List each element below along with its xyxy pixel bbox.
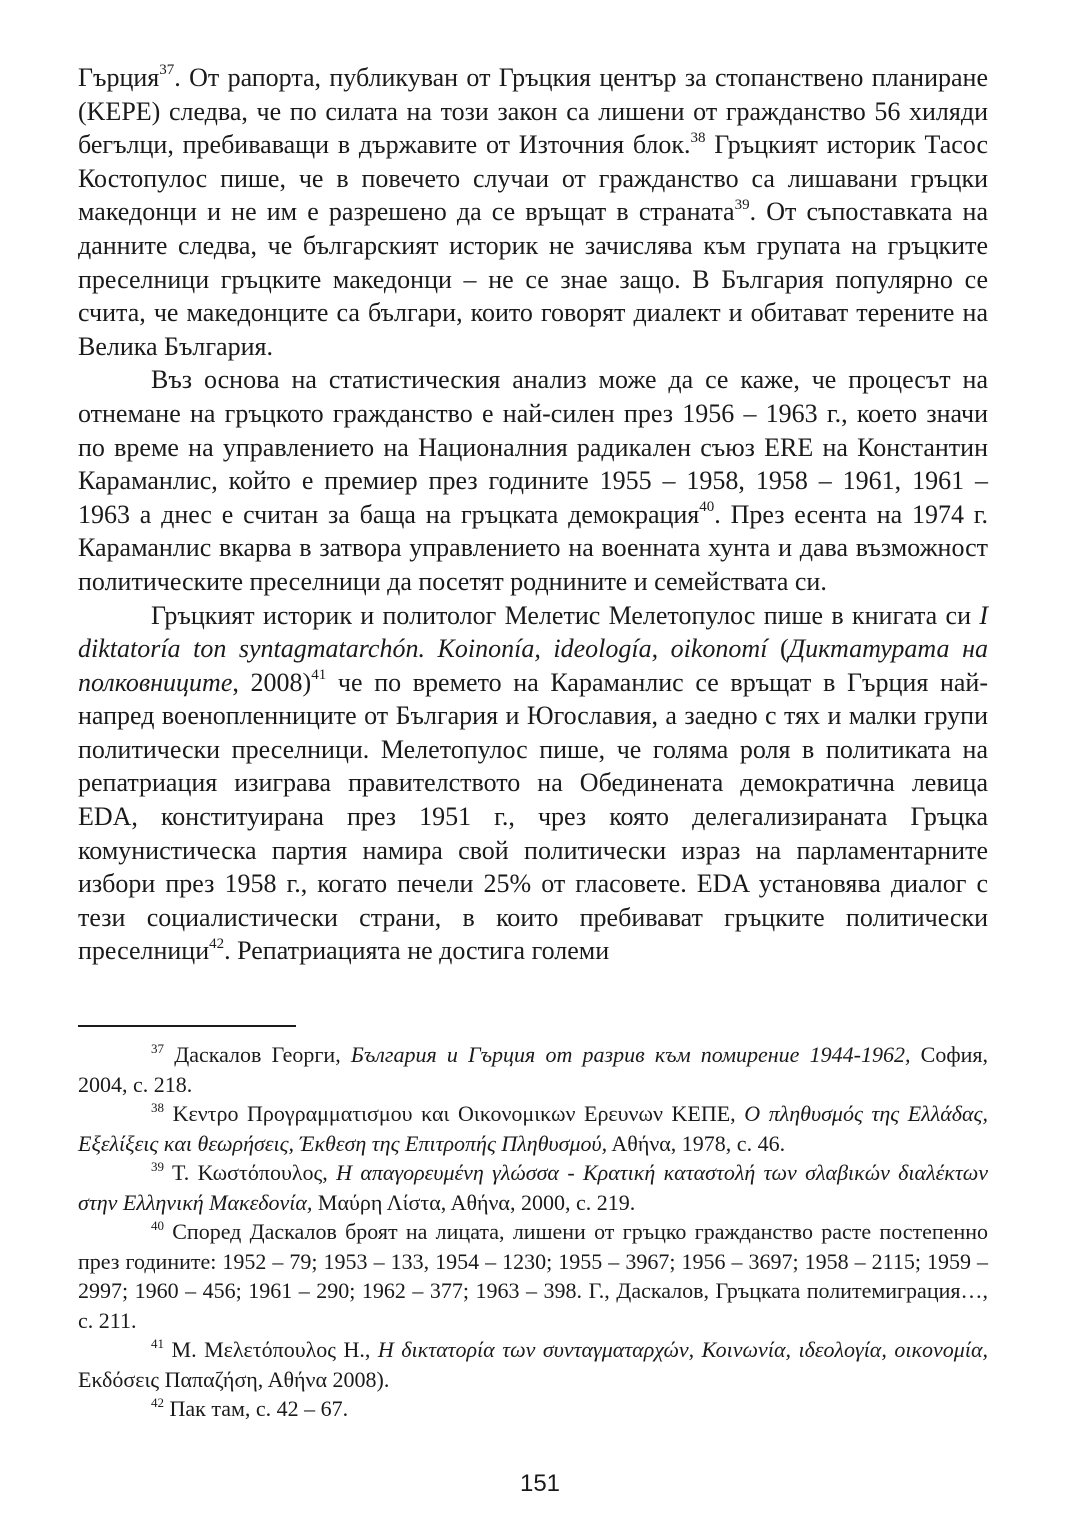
paragraph-3: Гръцкият историк и политолог Мелетис Мелетопулос пише в книгата си I diktatoría ton syntagmatarchón. Koinonía, ideología, oikonomí (Диктатурата на полковниците, 2008)$^{41}$ че по времето на Караманлис се връщат в Гърция най-напред военопленниците от България и Югославия, а заедно с тях и малки групи политически преселници. Мелетопулос пише, че голяма роля в политиката на репатриация изиграва правителството на Обединената демократична левица EDA, конституирана през 1951 г., чрез която делегализираната Гръцка комунистическа партия намира свой политически израз на парламентарните избори през 1958 г., когато печели 25% от гласовете. EDA установява диалог с тези социалистически страни, в които пребивават гръцките политически преселници$^{42}$. Репатриацията не достига големи bbox=[78, 600, 988, 966]
page-number: 151 bbox=[519, 1470, 561, 1497]
footnote-39: $^{39}$ Τ. Κωστόπουλος, Η απαγορευμένη γλώσσα - Κρατική καταστολή των σλαβικών διαλέκτων στην Ελληνική Μακεδονία, Μαύρη Λίστα, Αθήνα, 2000, с. 219. bbox=[78, 1158, 988, 1215]
footnote-ref-40: 40 bbox=[699, 499, 715, 516]
footnote-separator bbox=[78, 1025, 296, 1027]
footnote-ref-38: 38 bbox=[690, 129, 706, 146]
main-text bbox=[78, 61, 988, 968]
footnote-ref-37: 37 bbox=[159, 62, 175, 79]
book-title-bulgarian: Диктатурата на полковниците bbox=[78, 634, 988, 697]
footnote-40: $^{40}$ Според Даскалов броят на лицата, лишени от гръцко гражданство расте постепенно през годините: 1952 – 79; 1953 – 133, 1954 – 1230; 1955 – 3967; 1956 – 3697; 1958 – 2115; 1959 – 2997; 1960 – 456; 1961 – 290; 1962 – 377; 1963 – 398. Г., Даскалов, Гръцката политемиграция…, с. 211. bbox=[78, 1217, 988, 1333]
footnote-42: $^{42}$ Пак там, с. 42 – 67. bbox=[151, 1394, 349, 1421]
footnote-ref-39: 39 bbox=[734, 196, 750, 213]
footnotes bbox=[78, 1040, 988, 1424]
footnote-37: $^{37}$ Даскалов Георги, България и Гърция от разрив към помирение 1944-1962, София, 2004, с. 218. bbox=[78, 1040, 988, 1097]
footnote-ref-42: 42 bbox=[209, 935, 225, 952]
paragraph-1: Гърция$^{37}$. От рапорта, публикуван от Гръцкия център за стопанствено планиране (KEPE) следва, че по силата на този закон са лишени от гражданство 56 хиляди бегълци, пребиваващи в държавите от Източния блок.$^{38}$ Гръцкият историк Тасос Костопулос пише, че в повечето случаи от гражданство са лишавани гръцки македонци и не им е разрешено да се връщат в страната$^{39}$. От съпоставката на данните следва, че българският историк не зачислява към групата на гръцките преселници гръцките македонци – не се знае защо. В България популярно се счита, че македонците са българи, които говорят диалект и обитават терените на Велика България. bbox=[78, 62, 988, 361]
book-title-latin: I diktatoría ton syntagmatarchón. Koinonía, ideología, oikonomí bbox=[78, 600, 988, 664]
footnote-ref-41: 41 bbox=[311, 667, 327, 684]
footnote-41: $^{41}$ Μ. Μελετόπουλος Η., Η δικτατορία των συνταγματαρχών, Κοινωνία, ιδεολογία, οικονομία, Εκδόσεις Παπαζήση, Αθήνα 2008). bbox=[78, 1335, 989, 1392]
footnote-38: $^{38}$ Κεντρο Προγραμματισμου και Οικονομικων Ερευνων ΚΕΠΕ, Ο πληθυσμός της Ελλάδας, Εξελίξεις και θεωρήσεις, Έκθεση της Επιτροπής Πληθυσμού, Αθήνα, 1978, с. 46. bbox=[78, 1099, 988, 1156]
paragraph-2: Въз основа на статистическия анализ може да се каже, че процесът на отнемане на гръцкото гражданство е най-силен през 1956 – 1963 г., което значи по време на управлението на Националния радикален съюз ERE на Константин Караманлис, който е премиер през годините 1955 – 1958, 1958 – 1961, 1961 – 1963 а днес е считан за баща на гръцката демокрация$^{40}$. През есента на 1974 г. Караманлис вкарва в затвора управлението на военната хунта и дава възможност политическите преселници да посетят роднините и семействата си. bbox=[78, 365, 989, 596]
